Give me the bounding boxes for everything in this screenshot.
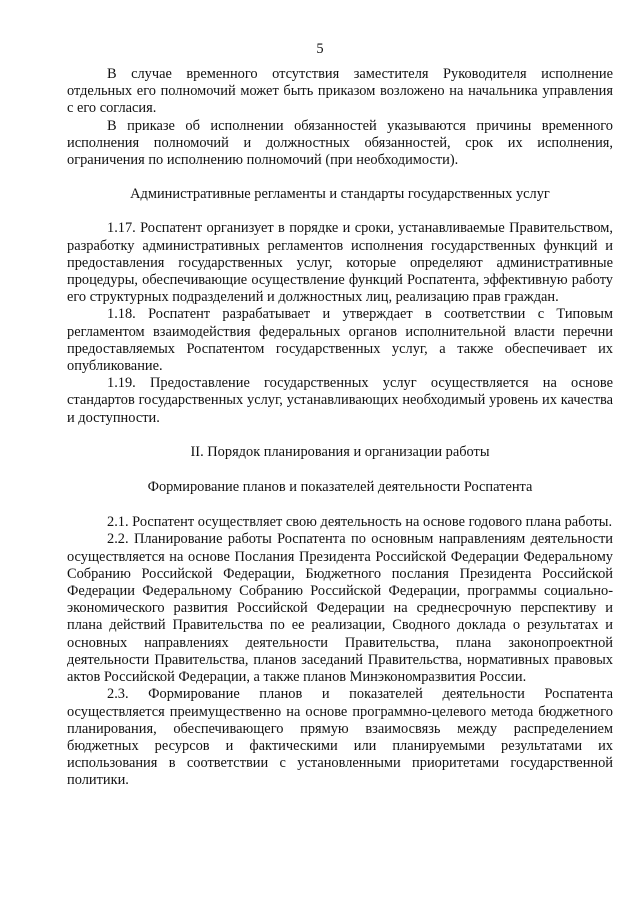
document-body [67,66,613,790]
paragraph-2-3: 2.3. Формирование планов и показателей деятельности Роспатента осуществляется преимущественно на основе программно-целевого метода бюджетного планирования, обеспечивающего прямую взаимосвязь между распределением бюджетных ресурсов и фактическими или планируемыми результатами их использования в соответствии с установленными приоритетами государственной политики. [67,686,613,789]
chapter-heading-planning: II. Порядок планирования и организации работы [190,443,490,460]
paragraph-2-2: 2.2. Планирование работы Роспатента по основным направлениям деятельности осуществляется на основе Послания Президента Российской Федерации Федеральному Собранию Российской Федерации, Бюджетного послания Президента Российской Федерации Федеральному Собранию Российской Федерации, программы социально-экономического развития Российской Федерации на среднесрочную перспективу и плана действий Правительства по ее реализации, Сводного доклада о результатах и основных направлениях деятельности Правительства, плана законопроектной деятельности Правительства, планов заседаний Правительства, нормативных правовых актов Российской Федерации, а также планов Минэкономразвития России. [67,531,613,686]
paragraph-1-17: 1.17. Роспатент организует в порядке и сроки, устанавливаемые Правительством, разработку административных регламентов исполнения государственных функций и предоставления государственных услуг, которые определяют административные процедуры, обеспечивающие осуществление функций Роспатента, эффективную работу его структурных подразделений и должностных лиц, реализацию прав граждан. [67,220,613,306]
section-heading-plans: Формирование планов и показателей деятельности Роспатента [147,479,533,496]
paragraph-order-reasons: В приказе об исполнении обязанностей указываются причины временного исполнения полномочий и должностных обязанностей, срок их исполнения, ограничения по исполнению полномочий (при необходимости). [67,117,613,169]
paragraph-2-1: 2.1. Роспатент осуществляет свою деятельность на основе годового плана работы. [107,514,613,531]
paragraph-deputy-absence: В случае временного отсутствия заместителя Руководителя исполнение отдельных его полномочий может быть приказом возложено на начальника управления с его согласия. [67,66,613,117]
paragraph-1-19: 1.19. Предоставление государственных услуг осуществляется на основе стандартов государственных услуг, устанавливающих необходимый уровень их качества и доступности. [67,375,613,426]
section-heading-regulations: Административные регламенты и стандарты государственных услуг [130,186,550,203]
paragraph-1-18: 1.18. Роспатент разрабатывает и утверждает в соответствии с Типовым регламентом взаимодействия федеральных органов исполнительной власти перечни предоставляемых Роспатентом государственных услуг, а также обеспечивает их опубликование. [67,306,613,375]
page-number: 5 [316,41,324,57]
